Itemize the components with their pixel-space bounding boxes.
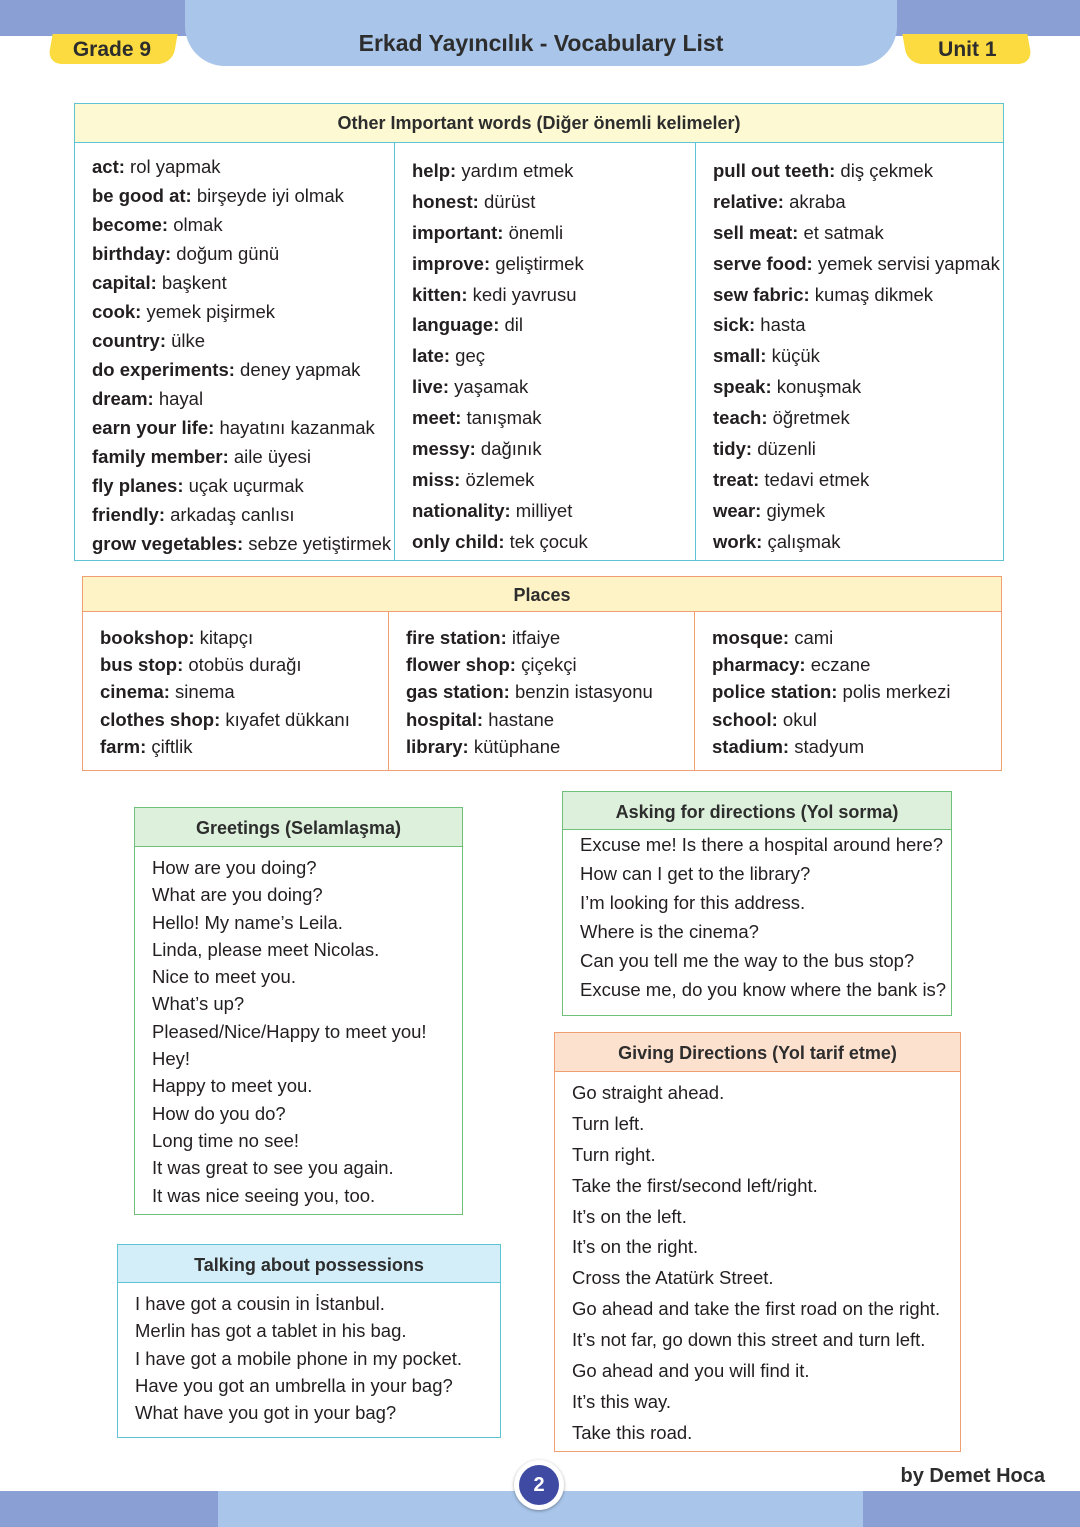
entry-term: fire station: [406,627,507,648]
unit-tab [902,34,1032,64]
vocab-entry [406,733,694,760]
entry-meaning: kitapçı [194,627,254,648]
vocab-box-title: Other Important words (Diğer önemli kelimeler) [75,104,1003,143]
vocab-entry [713,527,1005,558]
vocab-entry [412,156,695,187]
vocab-entry [712,733,1003,760]
entry-term: work: [713,530,763,552]
entry-meaning: yaşamak [449,376,529,398]
entry-term: sick: [713,314,756,336]
entry-meaning: çiftlik [146,735,193,757]
entry-term: only child: [412,530,505,552]
places-column-1 [83,611,389,770]
entry-meaning: düzenli [752,438,816,460]
phrase-line: Hello! My name’s Leila. [152,911,343,933]
possessions-list [118,1283,500,1426]
entry-meaning: milliyet [510,499,573,521]
entry-term: cook: [92,301,142,322]
vocab-entry [92,500,394,529]
entry-term: police station: [712,681,838,703]
entry-meaning: rol yapmak [124,156,221,177]
entry-meaning: uçak uçurmak [183,475,304,496]
entry-term: library: [406,735,469,757]
entry-meaning: akraba [783,190,846,212]
entry-meaning: hayal [153,388,204,409]
entry-term: be good at: [92,185,192,206]
vocab-entry [412,249,695,280]
entry-meaning: öğretmek [767,407,850,429]
vocab-entry [712,651,1003,678]
entry-meaning: özlemek [460,468,535,490]
entry-meaning: cami [789,627,834,648]
entry-meaning: kıyafet dükkanı [220,708,350,730]
phrase-line: Have you got an umbrella in your bag? [135,1374,453,1396]
phrase-line: Long time no see! [152,1129,300,1151]
vocab-entry [412,434,695,465]
vocab-entry [713,496,1005,527]
entry-meaning: sinema [169,681,235,703]
vocab-entry [412,341,695,372]
vocab-entry [100,733,388,760]
entry-meaning: çalışmak [762,530,841,552]
possessions-box [117,1244,501,1438]
entry-term: bus stop: [100,654,184,676]
entry-meaning: diş çekmek [835,160,933,181]
entry-term: relative: [713,190,784,212]
entry-term: earn your life: [92,417,215,438]
entry-meaning: tek çocuk [504,530,588,552]
entry-meaning: giymek [761,499,826,521]
places-box [82,576,1002,771]
entry-term: mosque: [712,627,790,648]
entry-term: bookshop: [100,627,195,648]
entry-meaning: dürüst [478,190,536,212]
entry-term: do experiments: [92,359,235,380]
phrase-line: Go straight ahead. [572,1082,725,1103]
vocab-entry [406,678,694,705]
entry-term: country: [92,330,166,351]
vocab-entry [406,706,694,733]
entry-meaning: önemli [503,221,564,243]
phrase-line: What’s up? [152,993,245,1015]
entry-term: meet: [412,407,462,429]
phrase-line: I have got a mobile phone in my pocket. [135,1347,463,1369]
entry-term: hospital: [406,708,484,730]
greetings-box [134,807,463,1215]
entry-term: kitten: [412,283,468,305]
entry-term: nationality: [412,499,511,521]
phrase-line: Cross the Atatürk Street. [572,1267,774,1289]
entry-meaning: olmak [168,214,223,235]
vocab-entry [713,465,1005,496]
entry-meaning: birşeyde iyi olmak [191,185,344,206]
vocab-entry [92,210,394,239]
vocab-entry [92,529,394,558]
giving-directions-box [554,1032,961,1452]
vocab-entry [713,249,1005,280]
unit-label: Unit 1 [938,38,997,61]
vocab-entry [92,239,394,268]
vocab-entry [100,678,388,705]
entry-term: clothes shop: [100,708,221,730]
author-credit: by Demet Hoca [900,1465,1045,1487]
entry-meaning: stadyum [789,735,865,757]
entry-term: cinema: [100,681,170,703]
entry-term: speak: [713,376,772,398]
vocab-entry [92,181,394,210]
vocab-entry [713,187,1005,218]
phrase-line: Hey! [152,1048,191,1070]
entry-term: stadium: [712,735,790,757]
entry-term: school: [712,708,778,730]
vocab-entry [412,187,695,218]
entry-term: grow vegetables: [92,533,244,554]
vocab-entry [713,218,1005,249]
entry-term: miss: [412,468,461,490]
asking-directions-list [563,830,951,1004]
entry-meaning: eczane [805,654,871,676]
entry-term: pull out teeth: [713,160,836,181]
entry-meaning: hastane [483,708,555,730]
entry-meaning: yemek pişirmek [141,301,275,322]
entry-meaning: yemek servisi yapmak [812,252,1000,274]
entry-meaning: polis merkezi [837,681,951,703]
vocab-entry [92,384,394,413]
entry-meaning: geliştirmek [490,252,584,274]
entry-term: messy: [412,438,476,460]
vocab-entry [92,471,394,500]
entry-term: family member: [92,446,229,467]
entry-meaning: ülke [166,330,206,351]
entry-meaning: dağınık [475,438,542,460]
phrase-line: Linda, please meet Nicolas. [152,938,380,960]
vocab-entry [412,218,695,249]
phrase-line: Excuse me! Is there a hospital around here? [580,834,944,855]
vocab-entry [92,442,394,471]
entry-meaning: kütüphane [468,735,561,757]
phrase-line: Can you tell me the way to the bus stop? [580,950,915,971]
vocab-entry [412,280,695,311]
vocab-entry [712,678,1003,705]
entry-term: friendly: [92,504,165,525]
vocab-entry [412,527,695,558]
phrase-line: Excuse me, do you know where the bank is? [580,979,947,1000]
entry-term: treat: [713,468,760,490]
vocab-entry [406,651,694,678]
entry-term: dream: [92,388,154,409]
places-box-body [83,611,1001,770]
entry-term: tidy: [713,438,753,460]
entry-term: become: [92,214,169,235]
vocab-entry [92,268,394,297]
entry-meaning: sebze yetiştirmek [243,533,392,554]
entry-term: honest: [412,190,479,212]
entry-meaning: aile üyesi [228,446,312,467]
phrase-line: Go ahead and take the first road on the right. [572,1298,941,1320]
giving-directions-list [555,1072,960,1449]
entry-term: sell meat: [713,221,799,243]
vocab-entry [712,624,1003,651]
vocab-column-1 [75,142,395,560]
entry-meaning: arkadaş canlısı [164,504,295,525]
vocab-entry [412,310,695,341]
phrase-line: I have got a cousin in İstanbul. [135,1293,385,1314]
phrase-line: Take the first/second left/right. [572,1174,818,1196]
entry-meaning: kumaş dikmek [809,283,934,305]
page-title: Erkad Yayıncılık - Vocabulary List [358,30,724,56]
entry-meaning: konuşmak [771,376,862,398]
phrase-line: Where is the cinema? [580,921,759,942]
vocab-entry [412,372,695,403]
entry-meaning: tanışmak [461,407,542,429]
entry-meaning: okul [777,708,817,730]
entry-term: sew fabric: [713,283,810,305]
footer-bar-right [863,1491,1080,1527]
entry-term: gas station: [406,681,510,703]
entry-term: language: [412,314,500,336]
phrase-line: It’s on the left. [572,1205,687,1227]
vocab-entry [92,326,394,355]
entry-meaning: otobüs durağı [183,654,302,676]
entry-meaning: hayatını kazanmak [214,417,375,438]
entry-term: wear: [713,499,762,521]
vocab-entry [412,403,695,434]
vocab-entry [713,156,1005,187]
entry-meaning: hasta [755,314,806,336]
asking-directions-box-title: Asking for directions (Yol sorma) [563,792,951,830]
entry-term: fly planes: [92,475,184,496]
places-column-2 [389,611,695,770]
vocab-entry [713,434,1005,465]
vocab-box [74,103,1004,561]
entry-meaning: benzin istasyonu [509,681,653,703]
entry-meaning: başkent [156,272,227,293]
phrase-line: It’s this way. [572,1390,672,1412]
vocab-entry [100,624,388,651]
vocab-entry [92,355,394,384]
phrase-line: What are you doing? [152,884,323,906]
vocab-entry [412,465,695,496]
vocab-entry [100,706,388,733]
entry-meaning: kedi yavrusu [467,283,577,305]
entry-term: flower shop: [406,654,516,676]
asking-directions-box [562,791,952,1016]
entry-term: birthday: [92,243,172,264]
phrase-line: Pleased/Nice/Happy to meet you! [152,1020,427,1042]
entry-term: improve: [412,252,491,274]
phrase-line: Nice to meet you. [152,966,296,988]
grade-tab [47,34,177,64]
phrase-line: What have you got in your bag? [135,1402,397,1424]
phrase-line: It was great to see you again. [152,1157,394,1179]
entry-term: live: [412,376,450,398]
entry-term: small: [713,345,767,367]
phrase-line: Happy to meet you. [152,1075,313,1097]
entry-meaning: doğum günü [171,243,280,264]
phrase-line: How are you doing? [152,857,317,878]
vocab-entry [100,651,388,678]
vocab-box-body [75,142,1003,560]
entry-term: farm: [100,735,147,757]
vocab-entry [713,280,1005,311]
vocab-entry [92,297,394,326]
entry-meaning: itfaiye [506,627,561,648]
phrase-line: Turn left. [572,1112,645,1134]
entry-meaning: çiçekçi [515,654,577,676]
phrase-line: How do you do? [152,1102,286,1124]
places-column-3 [695,611,1003,770]
entry-term: act: [92,156,125,177]
vocab-entry [713,403,1005,434]
entry-term: help: [412,160,457,181]
vocab-entry [92,152,394,181]
entry-term: serve food: [713,252,813,274]
phrase-line: I’m looking for this address. [580,892,806,913]
footer-bar-left [0,1491,218,1527]
entry-meaning: deney yapmak [234,359,361,380]
entry-meaning: et satmak [798,221,884,243]
vocab-entry [92,413,394,442]
entry-term: teach: [713,407,768,429]
entry-meaning: geç [450,345,486,367]
places-box-title: Places [83,577,1001,612]
greetings-list [135,847,462,1209]
phrase-line: It’s on the right. [572,1236,699,1258]
entry-term: late: [412,345,451,367]
possessions-box-title: Talking about possessions [118,1245,500,1283]
entry-term: pharmacy: [712,654,806,676]
greetings-box-title: Greetings (Selamlaşma) [135,808,462,847]
phrase-line: Take this road. [572,1421,693,1443]
vocab-column-2 [395,142,696,560]
page-number: 2 [519,1465,559,1505]
entry-term: important: [412,221,504,243]
entry-term: capital: [92,272,157,293]
phrase-line: It was nice seeing you, too. [152,1184,376,1206]
vocab-column-3 [696,142,1005,560]
vocab-entry [713,341,1005,372]
vocab-entry [712,706,1003,733]
grade-label: Grade 9 [73,38,152,61]
vocab-entry [406,624,694,651]
vocab-entry [713,372,1005,403]
vocab-entry [713,310,1005,341]
phrase-line: Merlin has got a tablet in his bag. [135,1320,407,1342]
entry-meaning: küçük [766,345,820,367]
giving-directions-box-title: Giving Directions (Yol tarif etme) [555,1033,960,1072]
phrase-line: Turn right. [572,1143,656,1165]
vocab-entry [412,496,695,527]
phrase-line: It’s not far, go down this street and turn left. [572,1329,926,1351]
phrase-line: Go ahead and you will find it. [572,1360,810,1382]
phrase-line: How can I get to the library? [580,863,811,884]
entry-meaning: yardım etmek [456,160,574,181]
entry-meaning: tedavi etmek [759,468,870,490]
entry-meaning: dil [499,314,524,336]
